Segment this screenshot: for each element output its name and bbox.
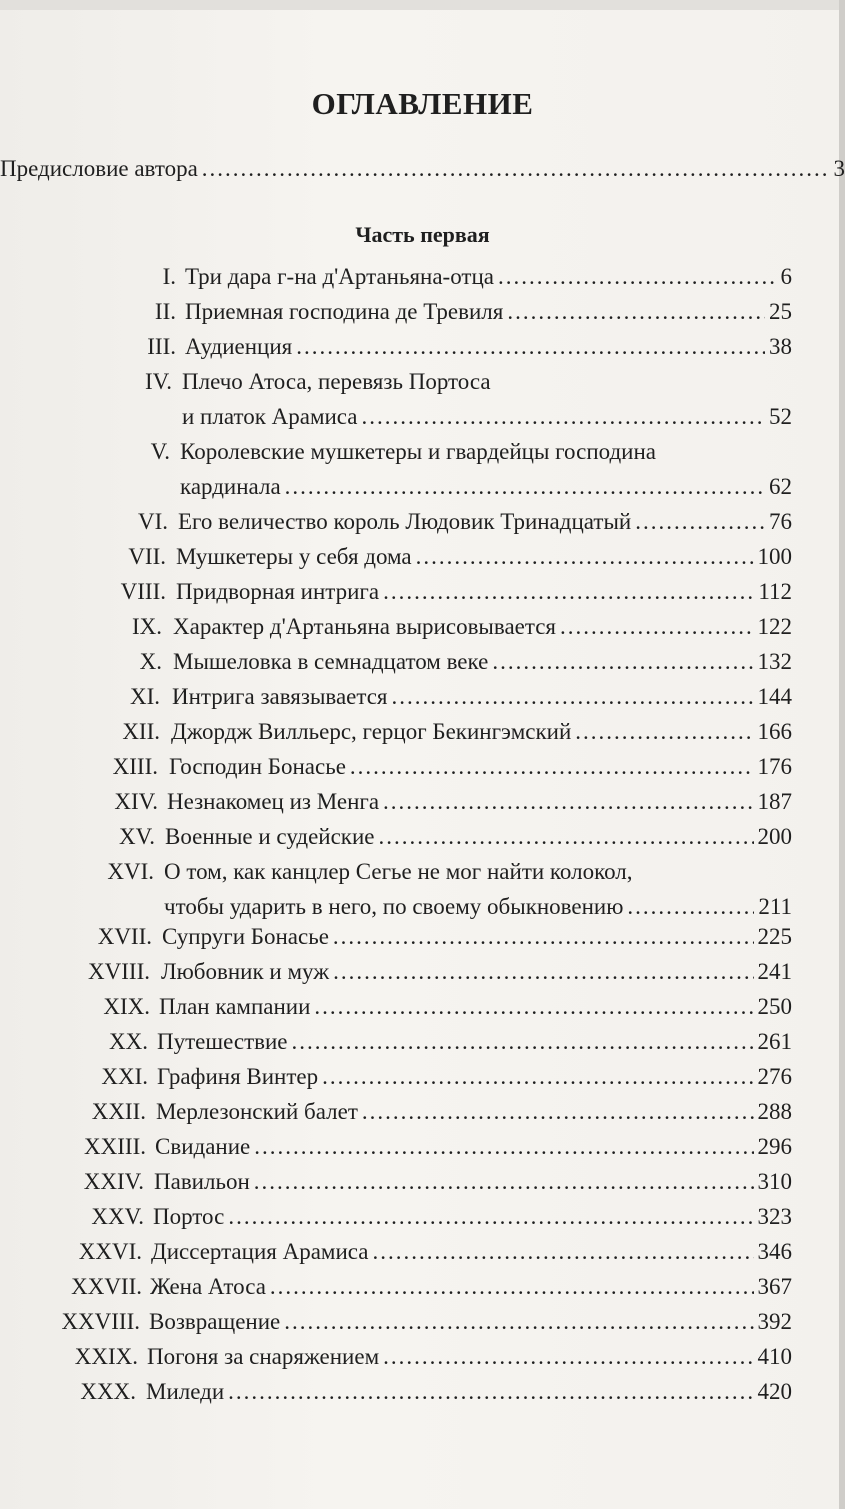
chapter-title: Жена Атоса (150, 1274, 266, 1299)
chapter-title: Миледи (146, 1379, 225, 1404)
chapter-title-row (155, 1132, 792, 1162)
chapter-title-line: Королевские мушкетеры и гвардейцы господина (180, 439, 656, 464)
dot-leader (416, 542, 754, 572)
chapter-title-row (157, 1062, 792, 1092)
chapter-title: Придворная интрига (176, 579, 380, 604)
chapter-number: XVII. (97, 924, 152, 949)
chapter-number: XXII. (91, 1099, 146, 1124)
chapter-number: II. (154, 299, 176, 324)
page-number: 296 (757, 1134, 792, 1159)
toc-entry (0, 922, 845, 957)
chapter-number: X. (139, 649, 162, 674)
toc-entry (0, 682, 845, 717)
chapter-title-row (176, 577, 792, 607)
chapter-title: Характер д'Артаньяна вырисовывается (173, 614, 556, 639)
page-number: 176 (757, 754, 792, 779)
toc-entry (0, 957, 845, 992)
chapter-number: XVI. (107, 859, 154, 884)
chapter-number: VI. (137, 509, 168, 534)
chapter-title: Аудиенция (185, 334, 293, 359)
toc-entry (0, 1097, 845, 1132)
toc-entry (0, 1272, 845, 1307)
chapter-title: Мушкетеры у себя дома (176, 544, 412, 569)
toc-entry (0, 332, 845, 367)
dot-leader (498, 262, 777, 292)
chapter-title-row (154, 1167, 792, 1197)
dot-leader (254, 1132, 753, 1162)
chapter-number: XXI. (101, 1064, 148, 1089)
chapter-number: XIX. (103, 994, 150, 1019)
chapter-title-row (146, 1377, 792, 1407)
chapter-title: Мерлезонский балет (156, 1099, 358, 1124)
dot-leader (635, 507, 765, 537)
chapter-number: XIV. (114, 789, 158, 814)
chapter-title-row (161, 957, 792, 987)
chapter-title: кардинала (180, 474, 281, 499)
chapter-number: VII. (128, 544, 166, 569)
toc-entry (0, 857, 845, 927)
chapter-title-row (173, 612, 792, 642)
page-number: 410 (757, 1344, 792, 1369)
dot-leader (228, 1202, 753, 1232)
dot-leader (270, 1272, 754, 1302)
dot-leader (383, 787, 753, 817)
chapter-title: и платок Арамиса (182, 404, 358, 429)
chapter-number: IX. (131, 614, 162, 639)
chapter-number: VIII. (120, 579, 166, 604)
dot-leader (284, 1307, 753, 1337)
page-number: 288 (757, 1099, 792, 1124)
dot-leader (333, 922, 754, 952)
page-number: 100 (757, 544, 792, 569)
toc-entry (0, 367, 845, 437)
dot-leader (362, 1097, 754, 1127)
chapter-title: Три дара г-на д'Артаньяна-отца (185, 264, 494, 289)
chapter-number: XI. (129, 684, 160, 709)
chapter-title: Мышеловка в семнадцатом веке (173, 649, 489, 674)
dot-leader (285, 472, 765, 502)
page-number: 122 (757, 614, 792, 639)
dot-leader (383, 1342, 753, 1372)
page-number: 132 (757, 649, 792, 674)
dot-leader (362, 402, 765, 432)
chapter-title-row (185, 332, 792, 362)
page-number: 6 (780, 264, 792, 289)
chapter-title-row (185, 297, 792, 327)
chapter-title-row (173, 647, 792, 677)
chapter-number: III. (147, 334, 176, 359)
chapter-title-row (159, 992, 792, 1022)
toc-entry (0, 1132, 845, 1167)
chapter-number: XXX. (80, 1379, 136, 1404)
toc-entry (0, 647, 845, 682)
dot-leader (228, 1377, 753, 1407)
chapter-title-row (182, 402, 792, 432)
page-number: 310 (757, 1169, 792, 1194)
dot-leader (379, 822, 754, 852)
chapter-number: XXVIII. (61, 1309, 140, 1334)
toc-entry (0, 577, 845, 612)
page-number: 166 (757, 719, 792, 744)
page-number: 76 (769, 509, 792, 534)
chapter-title: Военные и судейские (165, 824, 375, 849)
chapter-title-row (180, 472, 792, 502)
dot-leader (296, 332, 765, 362)
chapter-title-row (150, 1272, 792, 1302)
page-number: 225 (757, 924, 792, 949)
chapter-title-line: О том, как канцлер Сегье не мог найти колокол, (164, 859, 633, 884)
chapter-title: Супруги Бонасье (162, 924, 329, 949)
chapter-number: XXV. (91, 1204, 144, 1229)
chapter-title-row (157, 1027, 792, 1057)
page-number: 276 (757, 1064, 792, 1089)
chapter-number: XXIV. (83, 1169, 144, 1194)
chapter-number: XV. (118, 824, 155, 849)
toc-entry (0, 542, 845, 577)
toc-entry (0, 1307, 845, 1342)
chapter-title: Возвращение (149, 1309, 281, 1334)
toc-entry (0, 992, 845, 1027)
chapter-title: Господин Бонасье (169, 754, 346, 779)
chapter-title-row (185, 262, 792, 292)
page-number: 420 (757, 1379, 792, 1404)
chapter-number: V. (150, 439, 170, 464)
chapter-title: Любовник и муж (161, 959, 330, 984)
page-number: 346 (757, 1239, 792, 1264)
toc-entry (0, 822, 845, 857)
chapter-title: Графиня Винтер (157, 1064, 319, 1089)
dot-leader (627, 892, 754, 922)
chapter-title-row (167, 787, 792, 817)
page-number: 200 (757, 824, 792, 849)
preface-title: Предисловие автора (0, 156, 198, 181)
chapter-title-line: Плечо Атоса, перевязь Портоса (182, 369, 491, 394)
chapter-number: XX. (109, 1029, 148, 1054)
toc-entry (0, 717, 845, 752)
page-title: ОГЛАВЛЕНИЕ (311, 86, 534, 121)
chapter-title: Его величество король Людовик Тринадцатый (178, 509, 632, 534)
chapter-title-row (149, 1307, 792, 1337)
chapter-title-row (162, 922, 792, 952)
chapter-number: XVIII. (88, 959, 150, 984)
chapter-number: XIII. (112, 754, 158, 779)
chapter-title: Интрига завязывается (172, 684, 388, 709)
toc-entry (0, 612, 845, 647)
chapter-title-row (171, 717, 792, 747)
page-number: 323 (757, 1204, 792, 1229)
page-number: 187 (757, 789, 792, 814)
chapter-title: План кампании (159, 994, 311, 1019)
preface-page-number: 3 (833, 156, 845, 181)
toc-entry (0, 262, 845, 297)
chapter-title-row (172, 682, 792, 712)
toc-entry (0, 1342, 845, 1377)
chapter-title: Путешествие (157, 1029, 288, 1054)
toc-entry (0, 1377, 845, 1412)
dot-leader (322, 1062, 753, 1092)
chapter-title-row (156, 1097, 792, 1127)
page-number: 211 (758, 894, 792, 919)
page-number: 52 (769, 404, 792, 429)
dot-leader (560, 612, 754, 642)
dot-leader (492, 647, 753, 677)
page-number: 250 (757, 994, 792, 1019)
dot-leader (292, 1027, 754, 1057)
page-number: 367 (757, 1274, 792, 1299)
chapter-title-row (164, 892, 792, 922)
chapter-number: XXIII. (84, 1134, 146, 1159)
dot-leader (254, 1167, 754, 1197)
page-number: 392 (757, 1309, 792, 1334)
page-number: 144 (757, 684, 792, 709)
chapter-number: XXIX. (74, 1344, 138, 1369)
toc-entry (0, 507, 845, 542)
chapter-title: Павильон (154, 1169, 250, 1194)
toc-entry (0, 297, 845, 332)
chapter-title-row (178, 507, 792, 537)
chapter-title: Погоня за снаряжением (147, 1344, 380, 1369)
dot-leader (314, 992, 753, 1022)
dot-leader (383, 577, 754, 607)
chapter-title-row (165, 822, 792, 852)
chapter-title-row (153, 1202, 792, 1232)
dot-leader (392, 682, 754, 712)
page-number: 25 (769, 299, 792, 324)
chapter-number: XII. (122, 719, 160, 744)
toc-entry (0, 1167, 845, 1202)
toc-entry (0, 1027, 845, 1062)
chapter-title: Диссертация Арамиса (151, 1239, 369, 1264)
chapter-title: Джордж Вилльерс, герцог Бекингэмский (171, 719, 572, 744)
chapter-number: IV. (144, 369, 172, 394)
chapter-number: I. (162, 264, 176, 289)
page-number: 62 (769, 474, 792, 499)
chapter-title: Портос (153, 1204, 225, 1229)
page-number: 112 (758, 579, 792, 604)
dot-leader (575, 717, 753, 747)
toc-entry (0, 1237, 845, 1272)
toc-entry (0, 1062, 845, 1097)
toc-entry (0, 752, 845, 787)
chapter-title: чтобы ударить в него, по своему обыкновению (164, 894, 624, 919)
chapter-title-row (151, 1237, 792, 1267)
dot-leader (333, 957, 753, 987)
toc-entry (0, 437, 845, 507)
part-title: Часть первая (355, 222, 490, 247)
chapter-title: Незнакомец из Менга (167, 789, 380, 814)
page-number: 241 (757, 959, 792, 984)
page-number: 261 (757, 1029, 792, 1054)
chapter-title-row (147, 1342, 792, 1372)
page-number: 38 (769, 334, 792, 359)
dot-leader (350, 752, 754, 782)
chapter-title-row (169, 752, 792, 782)
chapter-title: Свидание (155, 1134, 251, 1159)
chapter-number: XXVII. (71, 1274, 142, 1299)
toc-entry (0, 787, 845, 822)
chapter-number: XXVI. (78, 1239, 142, 1264)
chapter-title-row (176, 542, 792, 572)
dot-leader (507, 297, 765, 327)
toc-entry (0, 1202, 845, 1237)
chapter-title: Приемная господина де Тревиля (185, 299, 504, 324)
dot-leader (372, 1237, 753, 1267)
